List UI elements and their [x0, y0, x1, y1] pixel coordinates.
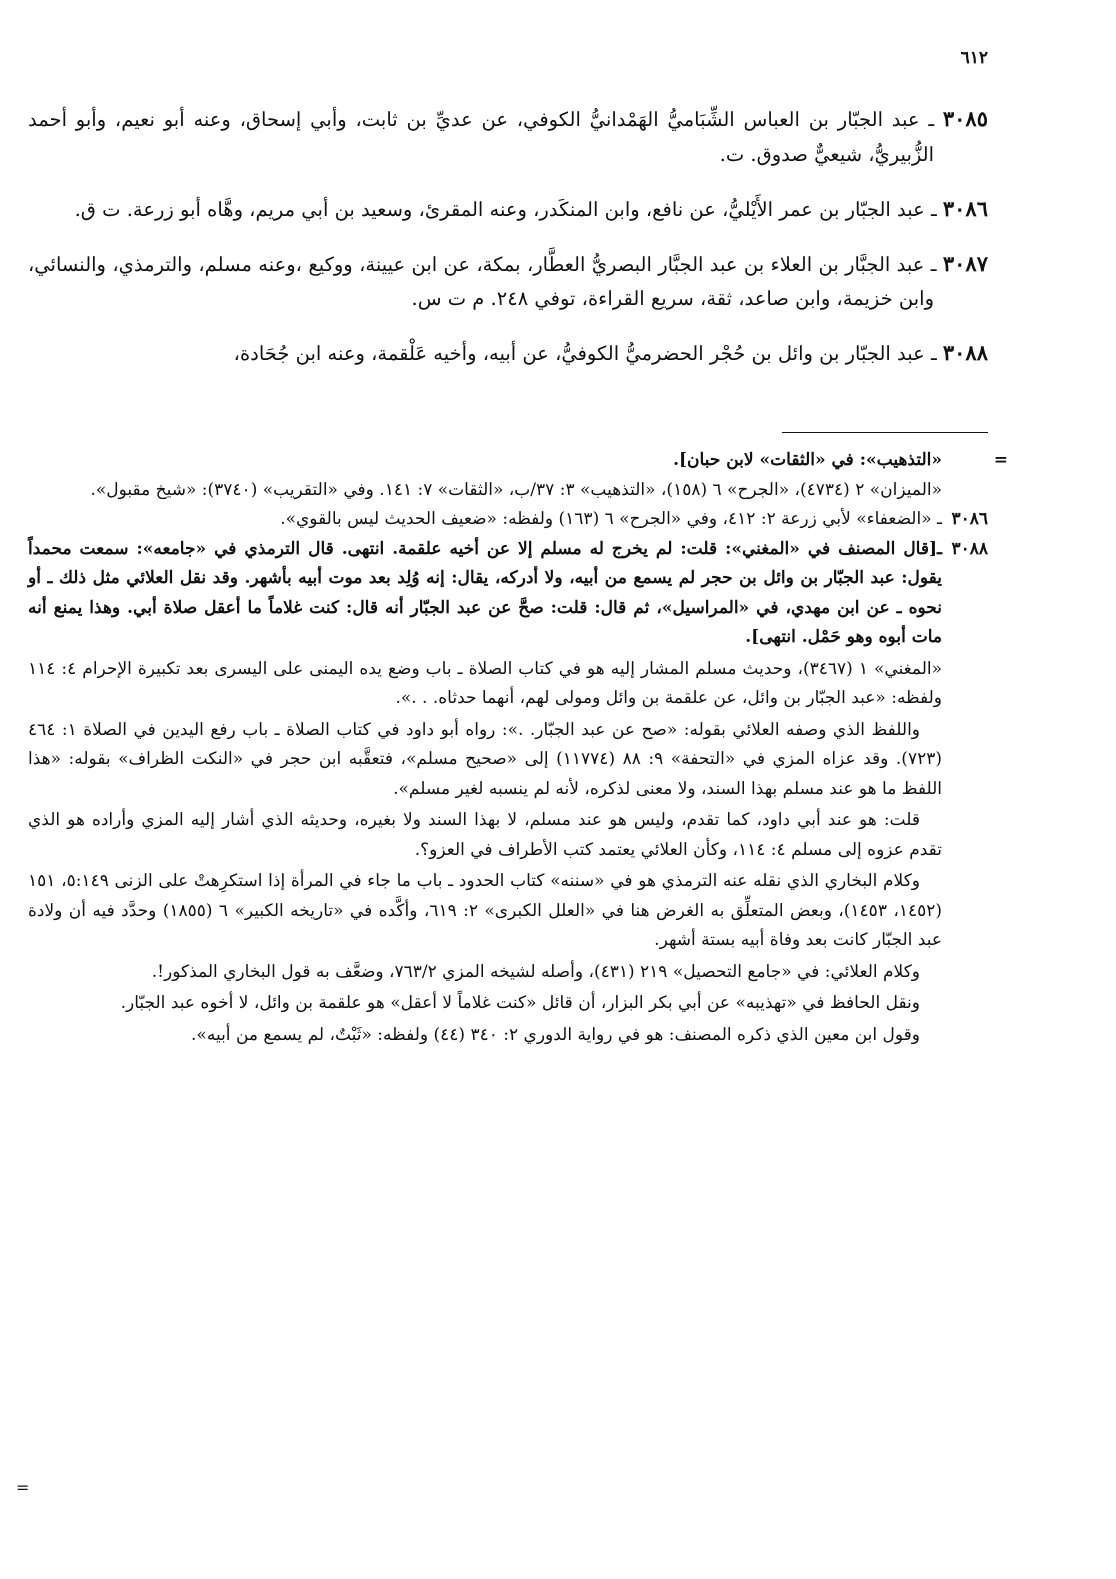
- footnote-text: ـ «الضعفاء» لأبي زرعة ٢: ٤١٢، وفي «الجرح» ٦ (١٦٣) ولفظه: «ضعيف الحديث ليس بالقوي».: [280, 509, 942, 529]
- footnote-3086: [28, 505, 988, 535]
- footnote-continuation: [28, 446, 1008, 476]
- entry-3088: [28, 336, 988, 372]
- footnotes: [28, 446, 1008, 1050]
- footnote-number: ٣٠٨٦: [951, 509, 988, 529]
- continuation-mark: =: [993, 450, 1008, 470]
- entry-3087: [28, 247, 988, 317]
- footnote-paragraph: وكلام البخاري الذي نقله عنه الترمذي هو في «سننه» كتاب الحدود ـ باب ما جاء في المرأة إذا استكرِهتْ على الزنى ٥:١٤٩، ١٥١ (١٤٥٢، ١٤٥٣)، وبعض المتعلِّق به الغرض هنا في «العلل الكبرى» ٢: ٦١٩، وأكَّده في «تاريخه الكبير» ٦ (١٨٥٥) وحدَّد فيه أن ولادة عبد الجبّار كانت بعد وفاة أبيه بستة أشهر.: [28, 871, 942, 950]
- footnote-3087: [28, 476, 988, 506]
- continuation-text: «التذهيب»: في «الثقات» لابن حبان].: [673, 450, 942, 470]
- footnote-number: ٣٠٨٨: [951, 538, 988, 559]
- entry-text: ـ عبد الجبّار بن عمر الأَيْليُّ، عن نافع، وابن المنكَدر، وعنه المقرئ، وسعيد بن أبي مريم، وهَّاه أبو زرعة. ت ق.: [74, 197, 943, 221]
- page-number: ٦١٢: [960, 48, 988, 68]
- continuation-edge-mark: =: [16, 1478, 30, 1497]
- footnote-paragraph: قلت: هو عند أبي داود، كما تقدم، وليس هو عند مسلم، لا بهذا السند ولا بغيره، وحديثه الذي أشار إليه المزي وأراده هو الذي تقدم عزوه إلى مسلم ٤: ١١٤، وكأن العلائي يعتمد كتب الأطراف في العزو؟.: [28, 810, 942, 860]
- footnote-paragraph: وقول ابن معين الذي ذكره المصنف: هو في رواية الدوري ٢: ٣٤٠ (٤٤) ولفظه: «ثَبْتٌ، لم يسمع من أبيه».: [191, 1024, 920, 1045]
- footnote-paragraph: ونقل الحافظ في «تهذيبه» عن أبي بكر البزار، أن قائل «كنت غلاماً لا أعقل» هو علقمة بن وائل، لا أخوه عبد الجبّار.: [120, 993, 920, 1013]
- footnote-text: ـ[قال المصنف في «المغني»: قلت: لم يخرج له مسلم إلا عن أخيه علقمة. انتهى. قال الترمذي في «جامعه»: سمعت محمداً يقول: عبد الجبّار بن وائل بن حجر لم يسمع من أبيه، ولا أدركه، يقال: إنه وُلِد بعد موت أبيه بأشهر. وقد نقل العلائي مثل ذلك ـ أو نحوه ـ عن ابن مهدي، في «المراسيل»، ثم قال: قلت: صحَّ عن عبد الجبّار أنه قال: كنت غلاماً ما أعقل صلاة أبي. وهذا يمنع أنه مات أبوه وهو حَمْل. انتهى].: [28, 538, 942, 647]
- entry-text: ـ عبد الجبّار بن العباس الشِّبَاميُّ الهَمْدانيُّ الكوفي، عن عديِّ بن ثابت، وأبي إسحاق، وعنه أبو نعيم، وأبو أحمد الزُّبيريُّ، شيعيٌّ صدوق. ت.: [28, 108, 943, 166]
- entry-number: ٣٠٨٨: [942, 340, 988, 365]
- footnote-divider: [782, 432, 988, 433]
- entry-number: ٣٠٨٧: [942, 250, 988, 276]
- entry-3086: [28, 192, 988, 228]
- entry-text: ـ عبد الجبّار بن وائل بن حُجْر الحضرميُّ الكوفيُّ، عن أبيه، وأخيه عَلْقمة، وعنه ابن جُحَادة،: [233, 342, 943, 365]
- entry-number: ٣٠٨٦: [942, 195, 988, 221]
- entry-number: ٣٠٨٥: [942, 106, 988, 131]
- biography-entries: [28, 102, 988, 377]
- footnote-paragraph: «المغني» ١ (٣٤٦٧)، وحديث مسلم المشار إليه هو في كتاب الصلاة ـ باب وضع يده اليمنى على اليسرى بعد تكبيرة الإحرام ٤: ١١٤ ولفظه: «عبد الجبّار بن وائل، عن علقمة بن وائل ومولى لهم، أنهما حدثاه. . .».: [28, 658, 942, 708]
- footnote-3088: [28, 535, 988, 653]
- footnote-paragraph: واللفظ الذي وصفه العلائي بقوله: «صح عن عبد الجبّار. .»: رواه أبو داود في كتاب الصلاة ـ باب رفع اليدين في الصلاة ١: ٤٦٤ (٧٢٣). وقد عزاه المزي في «التحفة» ٩: ٨٨ (١١٧٧٤) إلى «صحيح مسلم»، فتعقَّبه ابن حجر في «النكت الظراف» بقوله: «هذا اللفظ ما هو عند مسلم بهذا السند، ولا معنى لذكره، لأنه لم ينسبه لغير مسلم».: [28, 719, 942, 799]
- entry-3085: [28, 102, 988, 172]
- footnote-paragraph: وكلام العلائي: في «جامع التحصيل» ٢١٩ (٤٣١)، وأصله لشيخه المزي ٧٦٣/٢، وضعَّف به قول البخاري المذكور!.: [151, 961, 920, 982]
- footnote-text: «الميزان» ٢ (٤٧٣٤)، «الجرح» ٦ (١٥٨)، «التذهيب» ٣: ٣٧/ب، «الثقات» ٧: ١٤١. وفي «التقريب» (٣٧٤٠): «شيخ مقبول».: [90, 479, 942, 500]
- entry-text: ـ عبد الجبَّار بن العلاء بن عبد الجبَّار البصريُّ العطَّار، بمكة، عن ابن عيينة، ووكيع ،وعنه مسلم، والترمذي، والنسائي، وابن خزيمة، وابن صاعد، ثقة، سريع القراءة، توفي ٢٤٨. م ت س.: [28, 252, 943, 310]
